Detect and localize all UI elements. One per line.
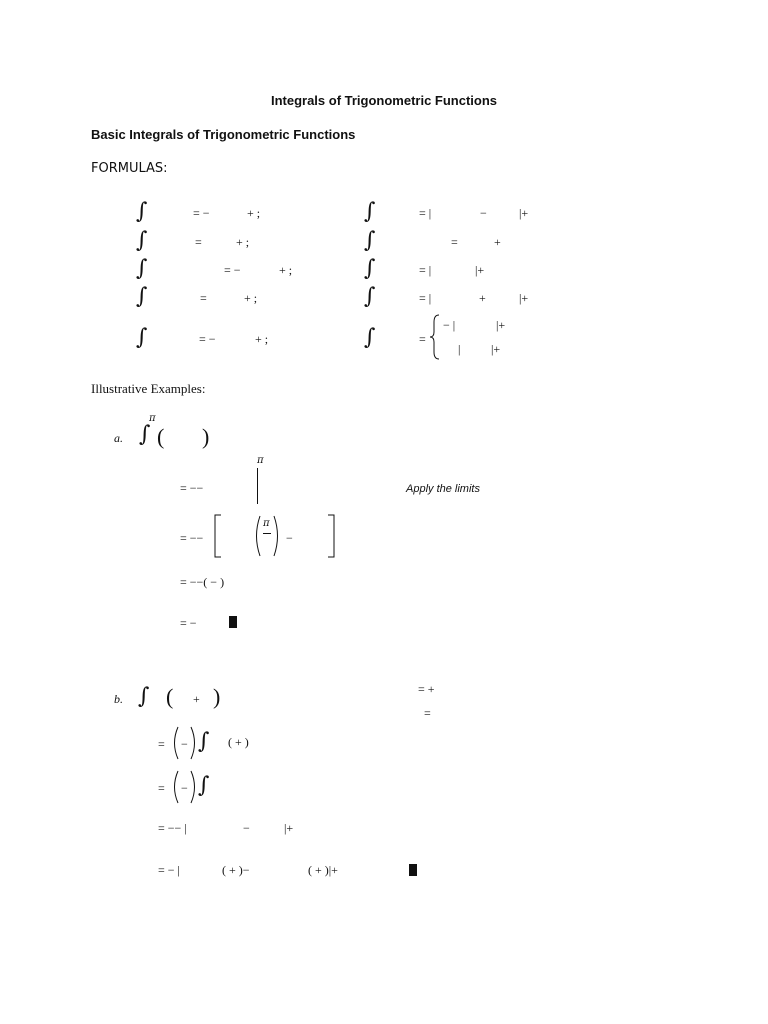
plus-sign: + xyxy=(193,692,200,706)
formula-tail: + ; xyxy=(247,206,261,220)
page-title: Integrals of Trigonometric Functions xyxy=(270,93,498,108)
case-1-tail: |+ xyxy=(496,318,506,332)
term-1: ( + )− xyxy=(222,863,250,877)
integral-sign: ∫ xyxy=(136,284,148,309)
evaluation-bar xyxy=(257,468,258,504)
minus-sign: − xyxy=(243,821,250,835)
step-3-tail: |+ xyxy=(284,821,294,835)
term-2: ( + )|+ xyxy=(308,863,338,877)
right-paren xyxy=(272,515,282,557)
step-4: = − xyxy=(180,616,197,630)
formula-mid: − xyxy=(480,206,487,220)
left-paren xyxy=(170,726,180,760)
formula-tail: |+ xyxy=(519,291,529,305)
fraction: − xyxy=(181,737,188,751)
case-2: | xyxy=(458,342,461,356)
integral-sign: ∫ xyxy=(136,199,148,224)
fraction-bar xyxy=(263,533,271,534)
formulas-header: FORMULAS: xyxy=(91,161,168,176)
formula-rhs: = | xyxy=(419,263,432,277)
integral-sign: ∫ xyxy=(136,325,148,350)
formula-rhs: = − xyxy=(199,332,216,346)
case-2-tail: |+ xyxy=(491,342,501,356)
step-3: = −− | xyxy=(158,821,187,835)
formula-rhs: = | xyxy=(419,291,432,305)
right-bracket xyxy=(326,514,336,558)
example-label: a. xyxy=(114,431,123,445)
formula-tail: |+ xyxy=(519,206,529,220)
step-1: = xyxy=(158,737,165,751)
formula-tail: + ; xyxy=(244,291,258,305)
formula-rhs: = xyxy=(451,235,458,249)
formula-rhs: = xyxy=(200,291,207,305)
formula-rhs: = − xyxy=(193,206,210,220)
inner-term: ( + ) xyxy=(228,735,249,749)
example-label: b. xyxy=(114,692,123,706)
integral-sign: ∫ xyxy=(364,325,376,350)
qed-box xyxy=(229,616,237,628)
qed-box xyxy=(409,864,417,876)
left-paren xyxy=(170,770,180,804)
fraction-pi: π xyxy=(263,518,270,529)
case-1: − | xyxy=(443,318,456,332)
paren-close: ) xyxy=(202,424,210,449)
step-2: = −− xyxy=(180,531,204,545)
annotation: Apply the limits xyxy=(406,483,480,495)
integral-sign: ∫ xyxy=(364,199,376,224)
integral-sign: ∫ xyxy=(364,284,376,309)
left-brace xyxy=(429,314,441,360)
substitution-1: = + xyxy=(418,682,435,696)
formula-tail: + xyxy=(494,235,501,249)
left-paren xyxy=(252,515,262,557)
formula-mid: + xyxy=(479,291,486,305)
formula-rhs: = xyxy=(195,235,202,249)
formula-rhs: = | xyxy=(419,206,432,220)
upper-limit: π xyxy=(257,455,264,466)
formula-tail: + ; xyxy=(236,235,250,249)
integral-sign: ∫ xyxy=(136,256,148,281)
integral-sign: ∫ xyxy=(364,256,376,281)
minus-sign: − xyxy=(286,531,293,545)
step-2: = xyxy=(158,781,165,795)
integral-sign: ∫ xyxy=(198,773,210,798)
formula-rhs: = xyxy=(419,332,426,346)
fraction: − xyxy=(181,781,188,795)
formula-tail: |+ xyxy=(475,263,485,277)
upper-limit: π xyxy=(149,413,156,424)
integral-sign: ∫ xyxy=(364,228,376,253)
paren-close: ) xyxy=(213,684,221,709)
paren-open: ( xyxy=(166,684,174,709)
substitution-2: = xyxy=(424,706,431,720)
step-1: = −− xyxy=(180,481,204,495)
section-title: Basic Integrals of Trigonometric Functions xyxy=(91,127,356,142)
examples-header: Illustrative Examples: xyxy=(91,381,206,396)
integral-sign: ∫ xyxy=(136,228,148,253)
left-bracket xyxy=(213,514,223,558)
integral-sign: ∫ xyxy=(138,684,150,709)
formula-tail: + ; xyxy=(279,263,293,277)
step-4: = − | xyxy=(158,863,180,877)
formula-tail: + ; xyxy=(255,332,269,346)
paren-open: ( xyxy=(157,424,165,449)
integral-sign: ∫ xyxy=(198,729,210,754)
formula-rhs: = − xyxy=(224,263,241,277)
step-3: = −−( − ) xyxy=(180,575,225,589)
integral-sign: ∫ xyxy=(139,422,151,447)
